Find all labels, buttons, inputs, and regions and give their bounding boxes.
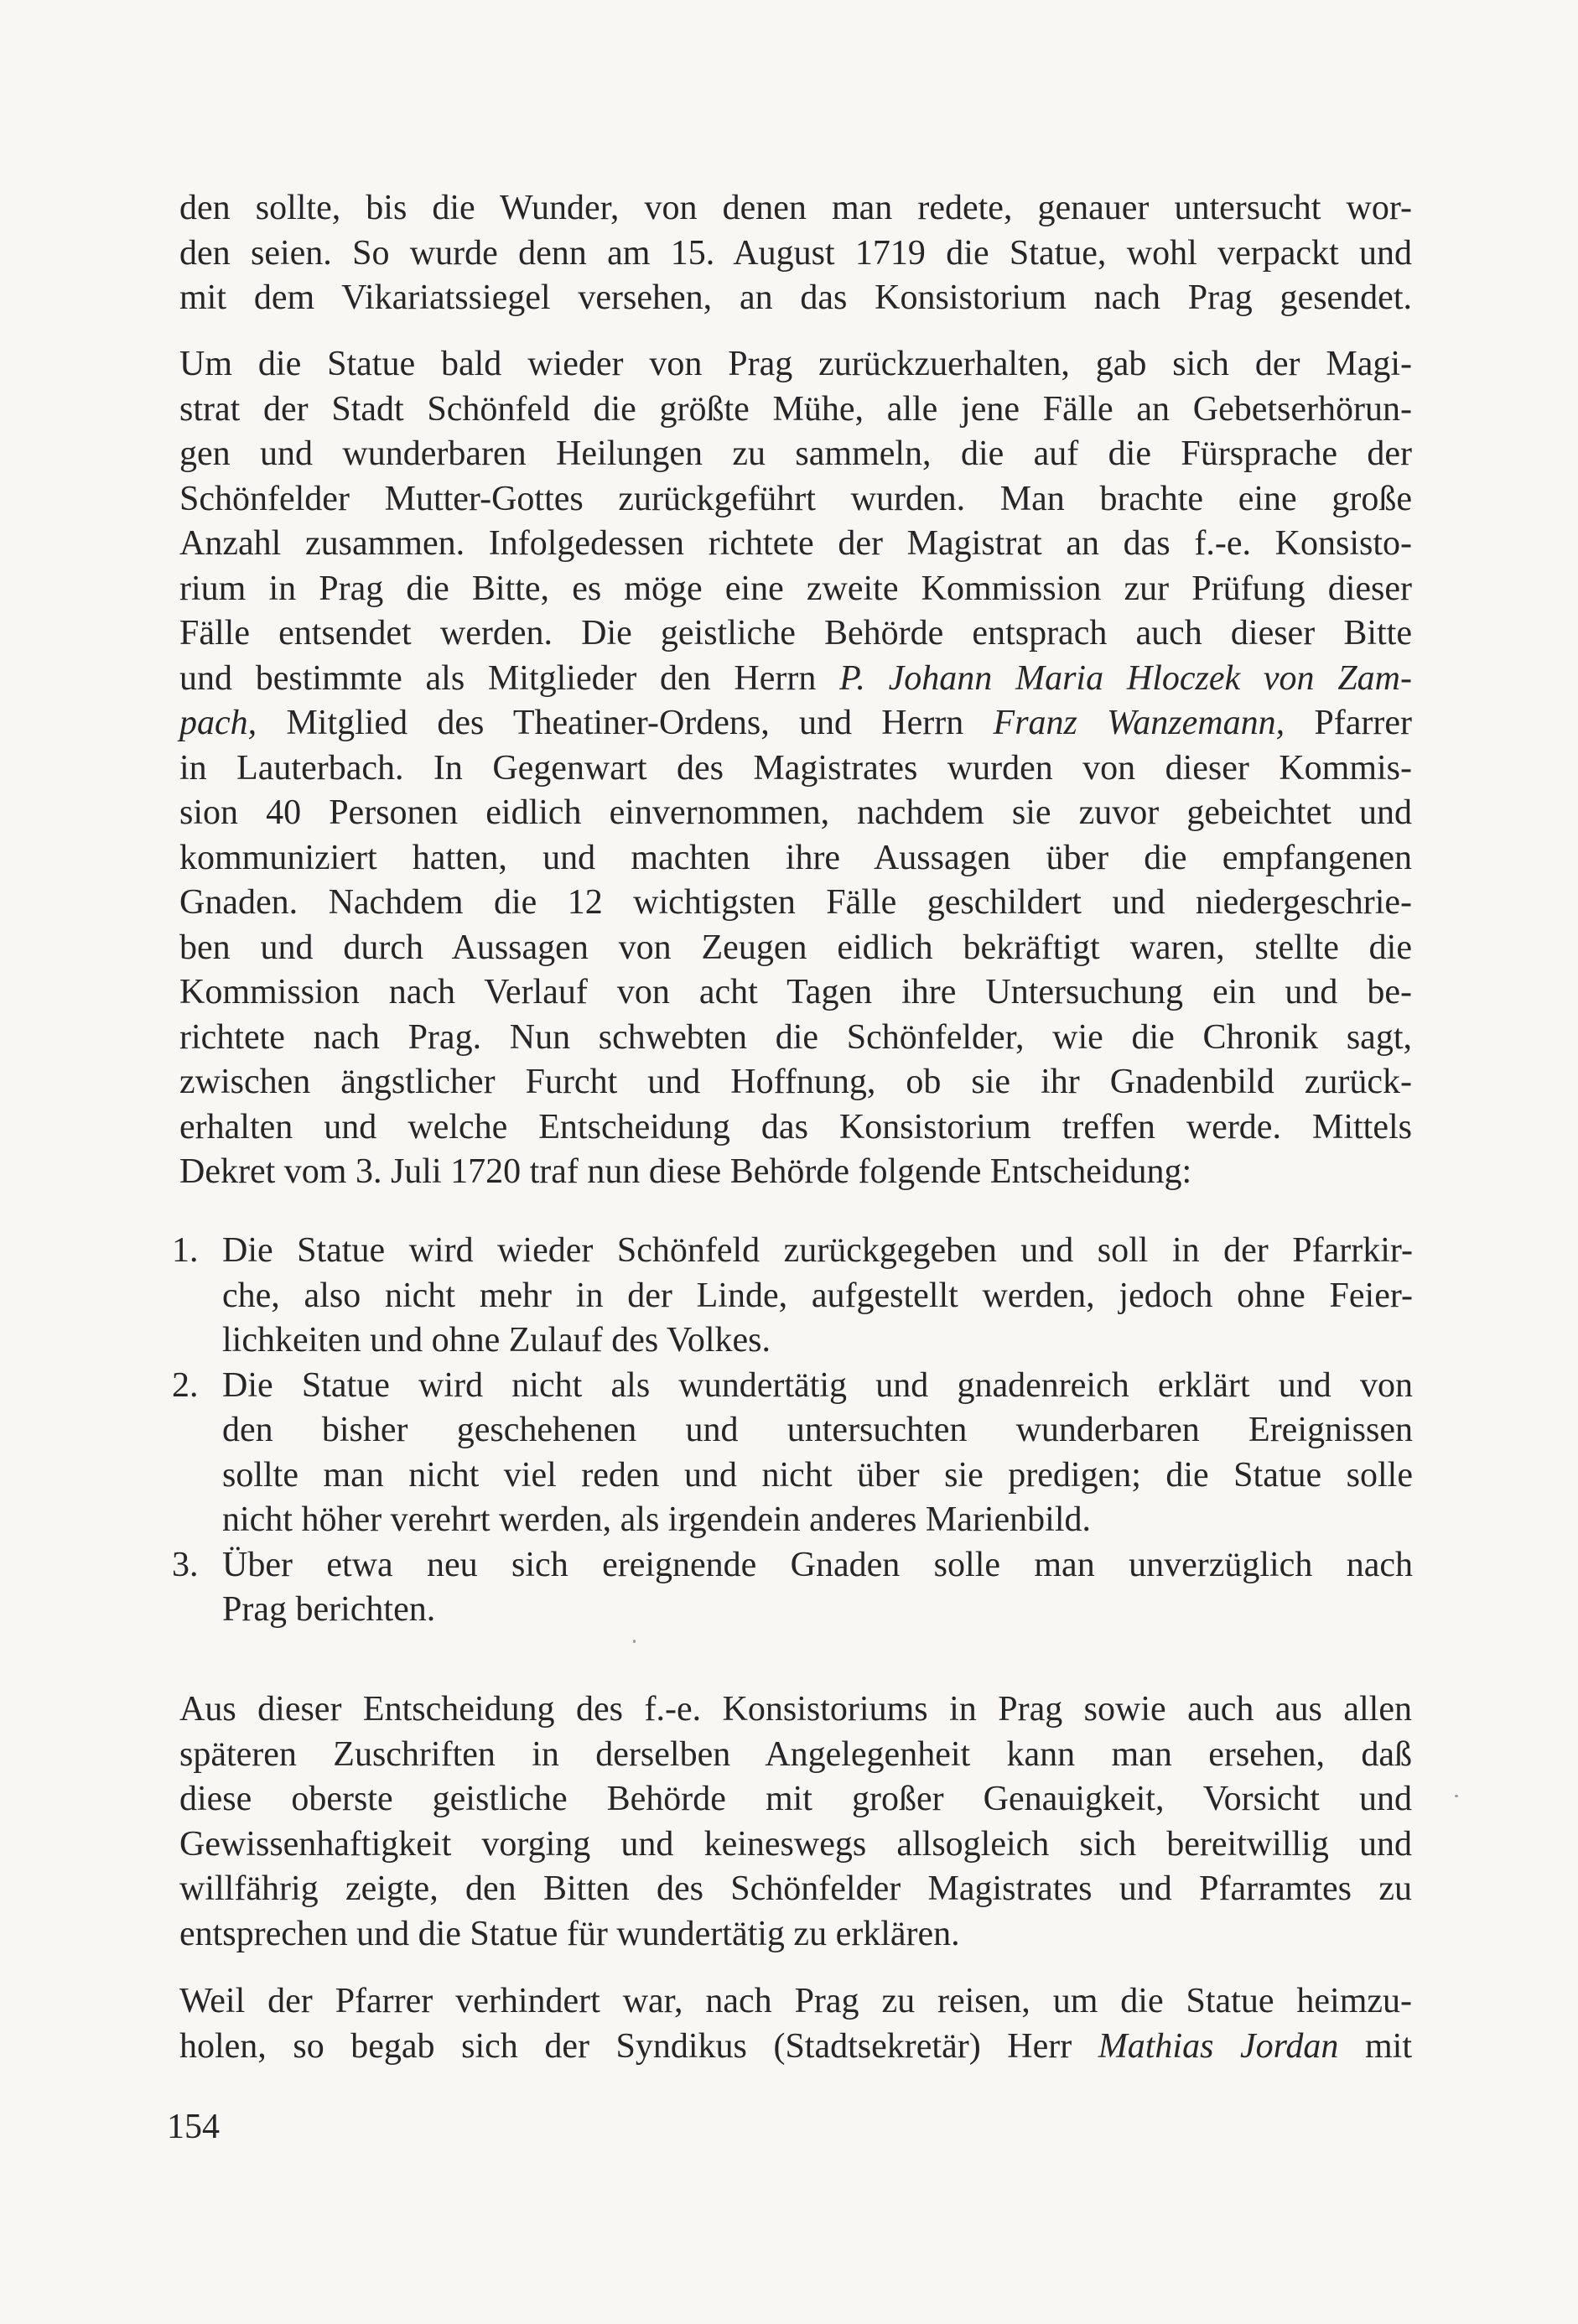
page-number: 154 (167, 2108, 220, 2146)
text-line: gen und wunderbaren Heilungen zu sammeln, die auf die Fürsprache der (179, 434, 1412, 473)
text-line: Weil der Pfarrer verhindert war, nach Prag zu reisen, um die Statue heimzu- (179, 1982, 1412, 2020)
text-line (179, 2025, 1412, 2070)
text-line: in Lauterbach. In Gegenwart des Magistrates wurden von dieser Kommis- (179, 748, 1412, 788)
paragraph-4 (179, 1979, 1412, 2069)
text-line: Anzahl zusammen. Infolgedessen richtete der Magistrat an das f.-e. Konsisto- (179, 524, 1412, 563)
list-item (172, 1543, 1413, 1633)
text-line: ben und durch Aussagen von Zeugen eidlich bekräftigt waren, stellte die (179, 928, 1412, 967)
person-name: pach, (179, 704, 257, 742)
text-line: Fälle entsendet werden. Die geistliche Behörde entsprach auch dieser Bitte (179, 614, 1412, 652)
person-name: Franz Wanzemann, (993, 704, 1285, 742)
text-line: zwischen ängstlicher Furcht und Hoffnung, ob sie ihr Gnadenbild zurück- (179, 1063, 1412, 1101)
list-number: 2. (172, 1365, 199, 1405)
list-number: 1. (172, 1231, 199, 1270)
paper-speck (633, 1640, 636, 1643)
text-line: Die Statue wird nicht als wundertätig und gnadenreich erklärt und von (222, 1365, 1413, 1405)
text-line: kommuniziert hatten, und machten ihre Aussagen über die empfangenen (179, 838, 1412, 877)
text-line: strat der Stadt Schönfeld die größte Mühe, alle jene Fälle an Gebetserhörun- (179, 389, 1412, 429)
text-line: sollte man nicht viel reden und nicht über sie predigen; die Statue solle (222, 1455, 1413, 1495)
list-number: 3. (172, 1545, 199, 1584)
text-segment: mit (1338, 2026, 1412, 2066)
list-item (172, 1364, 1413, 1543)
text-line: den sollte, bis die Wunder, von denen man redete, genauer untersucht wor- (179, 189, 1412, 227)
text-segment: Pfarrer (1285, 704, 1412, 742)
text-line: willfährig zeigte, den Bitten des Schönfelder Magistrates und Pfarramtes zu (179, 1869, 1412, 1908)
person-name: P. Johann Maria Hloczek von Zam- (839, 658, 1412, 698)
list-item (172, 1229, 1413, 1364)
text-segment: und bestimmte als Mitglieder den Herrn (179, 658, 840, 698)
text-line: Prag berichten. (222, 1590, 436, 1629)
text-line: richtete nach Prag. Nun schwebten die Schönfelder, wie die Chronik sagt, (179, 1017, 1412, 1057)
text-line (179, 701, 1412, 746)
person-name: Mathias Jordan (1098, 2026, 1339, 2066)
paper-speck (1455, 1795, 1458, 1797)
text-line: Schönfelder Mutter-Gottes zurückgeführt wurden. Man brachte eine große (179, 479, 1412, 518)
text-line: mit dem Vikariatssiegel versehen, an das Konsistorium nach Prag gesendet. (179, 278, 1412, 317)
text-line: Um die Statue bald wieder von Prag zurückzuerhalten, gab sich der Magi- (179, 345, 1412, 383)
text-line: sion 40 Personen eidlich einvernommen, nachdem sie zuvor gebeichtet und (179, 793, 1412, 832)
text-line: den seien. So wurde denn am 15. August 1719 die Statue, wohl verpackt und (179, 233, 1412, 273)
text-segment: holen, so begab sich der Syndikus (Stadtsekretär) Herr (179, 2026, 1098, 2066)
text-line: Über etwa neu sich ereignende Gnaden solle man unverzüglich nach (222, 1545, 1413, 1584)
text-line: che, also nicht mehr in der Linde, aufgestellt werden, jedoch ohne Feier- (222, 1276, 1413, 1315)
text-line: lichkeiten und ohne Zulauf des Volkes. (222, 1321, 771, 1360)
text-line: diese oberste geistliche Behörde mit großer Genauigkeit, Vorsicht und (179, 1780, 1412, 1818)
text-line: rium in Prag die Bitte, es möge eine zweite Kommission zur Prüfung dieser (179, 569, 1412, 608)
paragraph-1 (179, 186, 1412, 321)
text-line: Die Statue wird wieder Schönfeld zurückgegeben und soll in der Pfarrkir- (222, 1231, 1413, 1270)
text-line: Aus dieser Entscheidung des f.-e. Konsistoriums in Prag sowie auch aus allen (179, 1690, 1412, 1729)
text-line: späteren Zuschriften in derselben Angelegenheit kann man ersehen, daß (179, 1734, 1412, 1774)
text-line: erhalten und welche Entscheidung das Konsistorium treffen werde. Mittels (179, 1107, 1412, 1146)
text-line: den bisher geschehenen und untersuchten wunderbaren Ereignissen (222, 1411, 1413, 1449)
text-line: nicht höher verehrt werden, als irgendein anderes Marienbild. (222, 1500, 1092, 1539)
text-segment: Mitglied des Theatiner-Ordens, und Herrn (257, 704, 994, 742)
paragraph-3 (179, 1687, 1412, 1957)
text-line: Gewissenhaftigkeit vorging und keineswegs allsogleich sich bereitwillig und (179, 1824, 1412, 1864)
text-line: entsprechen und die Statue für wundertätig zu erklären. (179, 1914, 960, 1953)
text-line: Gnaden. Nachdem die 12 wichtigsten Fälle geschildert und niedergeschrie- (179, 883, 1412, 922)
paragraph-2 (179, 342, 1412, 1195)
text-line: Kommission nach Verlauf von acht Tagen ihre Untersuchung ein und be- (179, 973, 1412, 1011)
text-line (179, 657, 1412, 702)
decision-list (172, 1229, 1413, 1633)
text-line: Dekret vom 3. Juli 1720 traf nun diese Behörde folgende Entscheidung: (179, 1152, 1192, 1191)
